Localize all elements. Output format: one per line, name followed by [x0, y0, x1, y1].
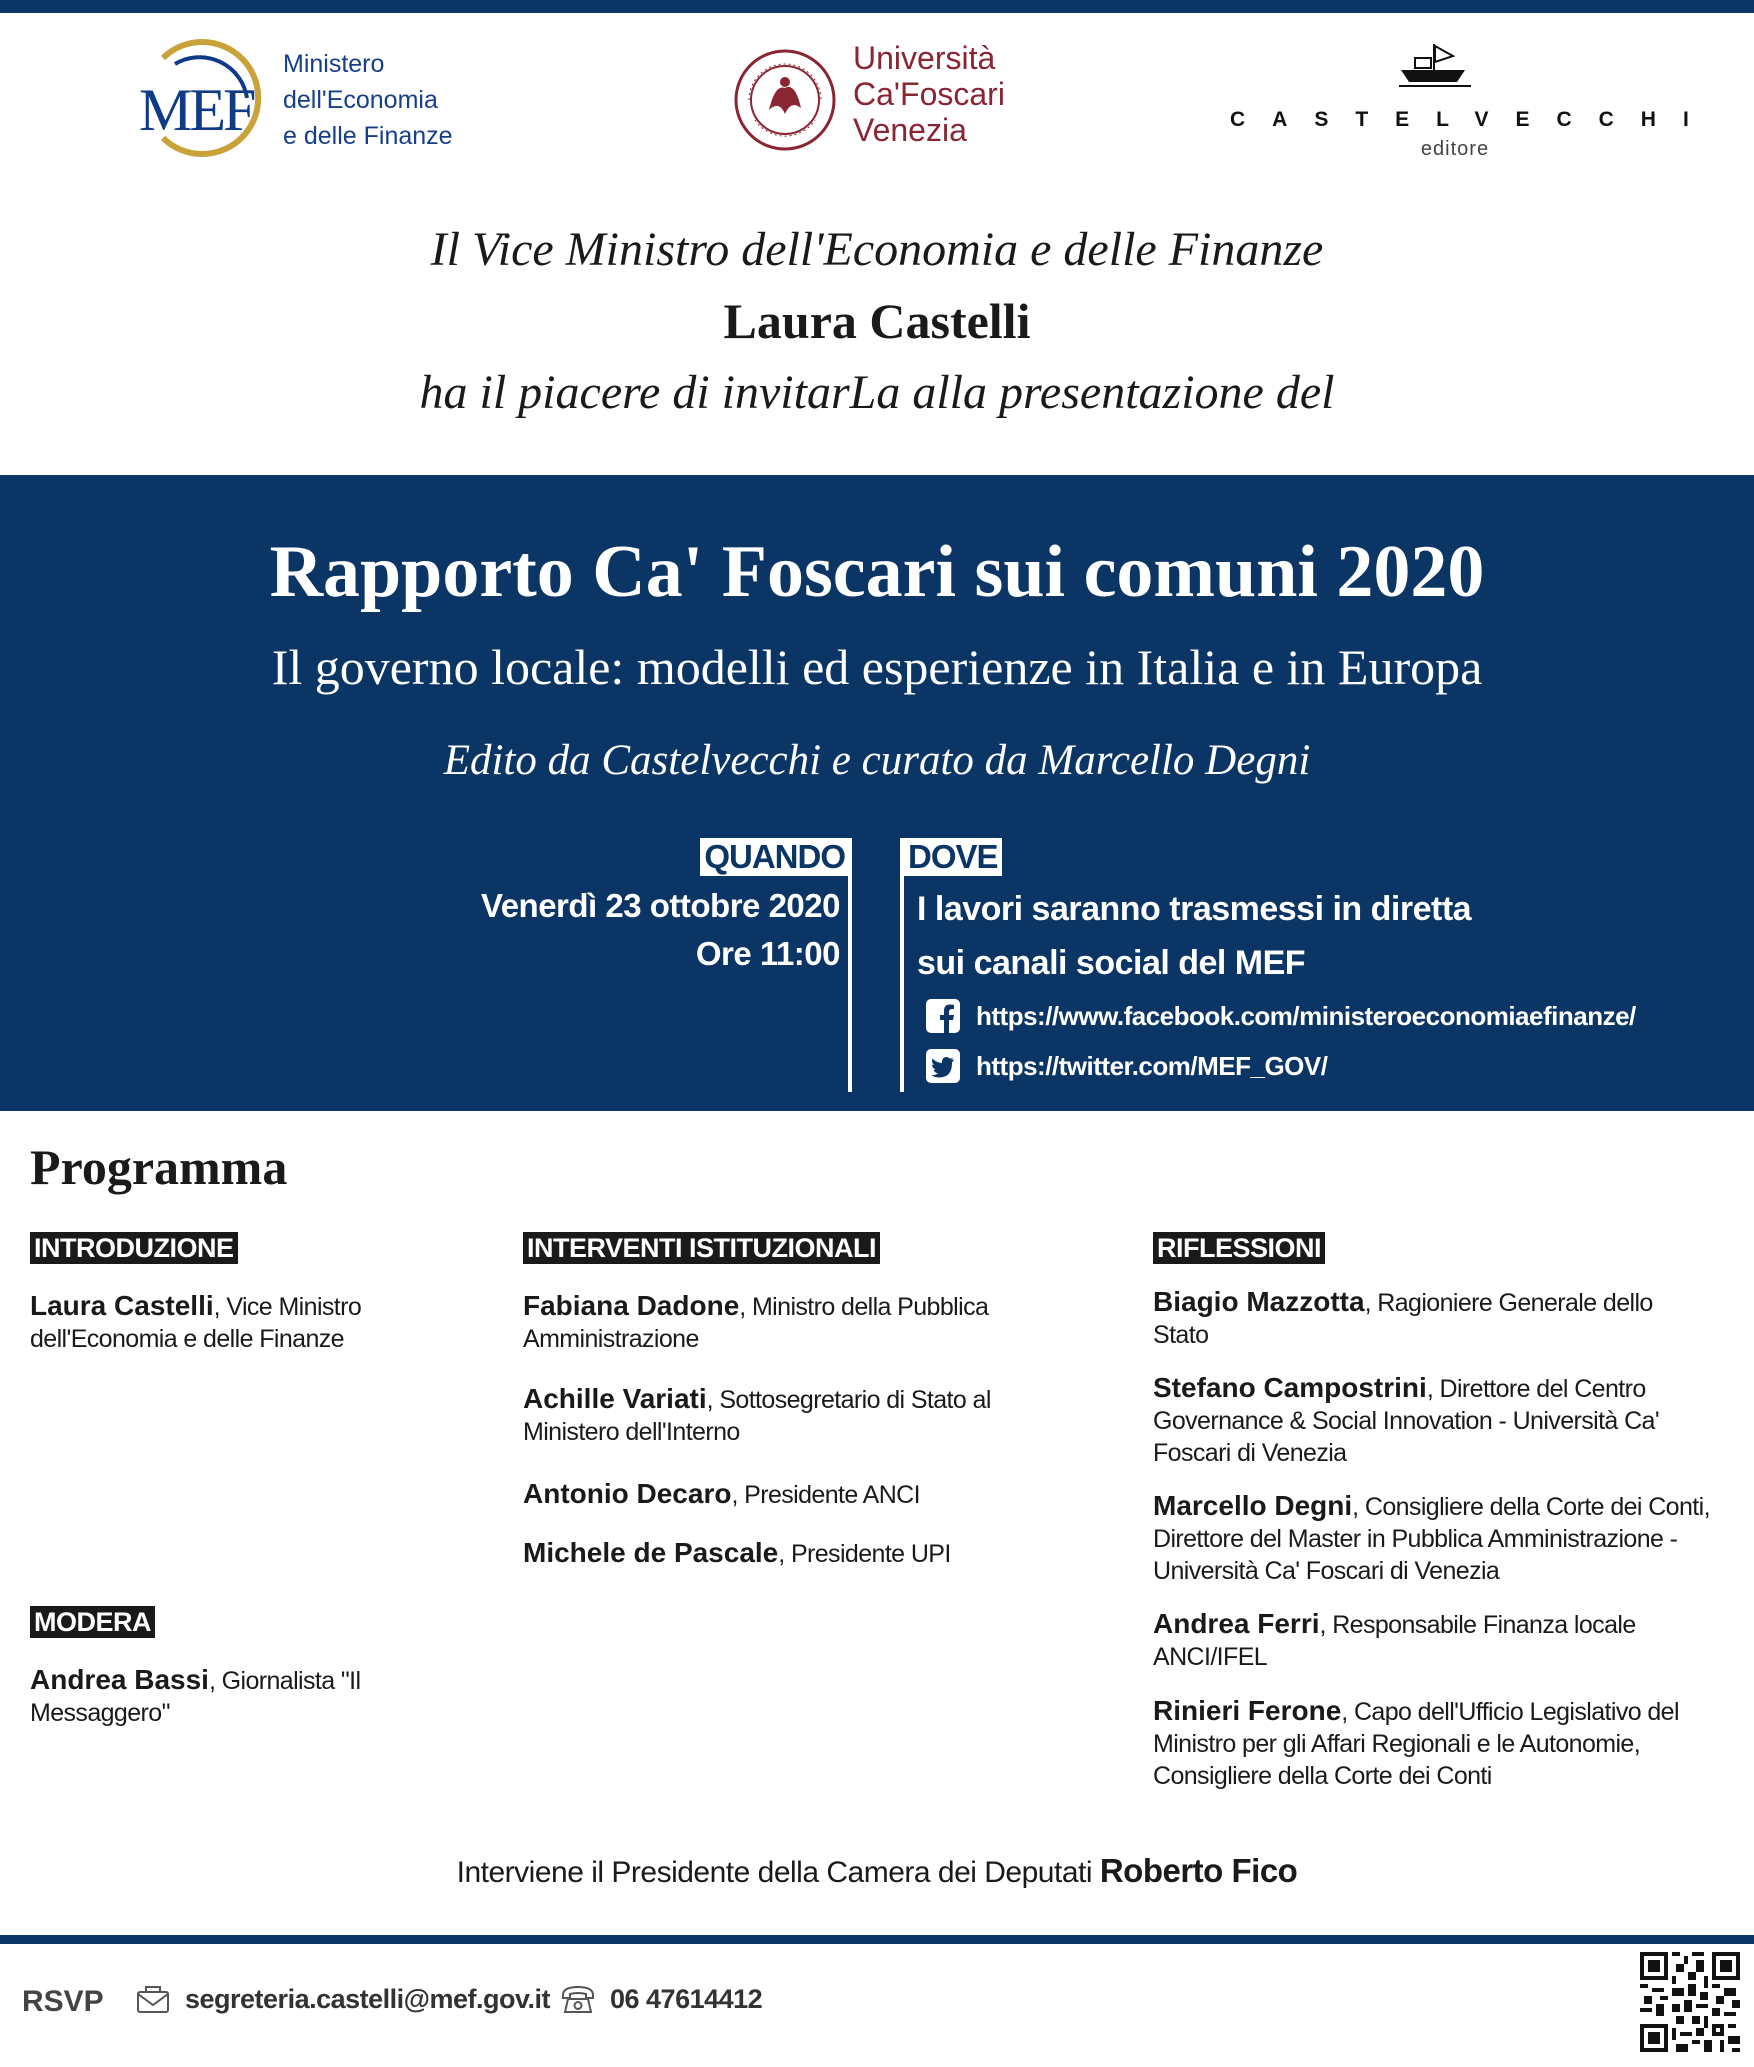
closing-text: Interviene il Presidente della Camera dei Deputati	[456, 1856, 1100, 1889]
speaker-name: Biagio Mazzotta	[1153, 1286, 1365, 1317]
facebook-url[interactable]: https://www.facebook.com/ministeroeconomiaefinanze/	[976, 1000, 1636, 1031]
speaker-item	[1153, 1695, 1733, 1792]
section-label-riflessioni: RIFLESSIONI	[1153, 1232, 1325, 1264]
divider-when	[848, 838, 852, 1092]
ca-foscari-logo-line: Università	[853, 40, 996, 76]
speaker-name: Achille Variati	[523, 1383, 707, 1414]
speaker-item	[523, 1478, 1083, 1511]
rsvp-label: RSVP	[22, 1985, 104, 2018]
invitation-line-1: Il Vice Ministro dell'Economia e delle Finanze	[430, 223, 1324, 276]
speaker-role: , Ragioniere Generale dello Stato	[1153, 1289, 1653, 1349]
contact-phone[interactable]	[560, 1983, 762, 2015]
envelope-icon	[135, 1983, 171, 2015]
speaker-role: , Sottosegretario di Stato al Ministero dell'Interno	[523, 1386, 991, 1446]
speaker-item	[523, 1537, 1083, 1570]
invitation-line-3: ha il piacere di invitarLa alla presentazione del	[419, 366, 1335, 419]
speaker-role: , Responsabile Finanza locale ANCI/IFEL	[1153, 1611, 1636, 1671]
event-edited-by: Edito da Castelvecchi e curato da Marcello Degni	[443, 737, 1311, 784]
speaker-name: Michele de Pascale	[523, 1537, 779, 1568]
divider-where	[900, 838, 904, 1092]
ca-foscari-logo-text	[853, 40, 1005, 148]
speaker-item	[1153, 1372, 1713, 1469]
ca-foscari-logo-line: Venezia	[853, 112, 967, 148]
speaker-role: , Capo dell'Ufficio Legislativo del Ministro per gli Affari Regionali e le Autonomie, Consigliere della Corte dei Conti	[1153, 1698, 1679, 1790]
speaker-role: , Vice Ministro dell'Economia e delle Finanze	[30, 1293, 362, 1353]
speaker-item	[30, 1664, 410, 1729]
event-date: Venerdì 23 ottobre 2020	[481, 887, 840, 924]
speaker-item	[30, 1290, 470, 1355]
speaker-name: Marcello Degni	[1153, 1490, 1353, 1521]
closing-name: Roberto Fico	[1099, 1852, 1298, 1889]
ship-icon	[1395, 40, 1475, 90]
speaker-role: , Presidente UPI	[778, 1540, 951, 1568]
ca-foscari-logo-line: Ca'Foscari	[853, 76, 1005, 112]
speaker-role: , Consigliere della Corte dei Conti, Direttore del Master in Pubblica Amministrazione - Università Ca' Foscari di Venezia	[1153, 1493, 1710, 1585]
email-address[interactable]: segreteria.castelli@mef.gov.it	[185, 1983, 550, 2014]
bottom-rule	[0, 1935, 1754, 1944]
speaker-item	[523, 1383, 1063, 1448]
where-label: DOVE	[904, 838, 1002, 876]
mef-mark-text: MEF	[139, 77, 254, 143]
programme-title: Programma	[30, 1139, 288, 1195]
phone-number[interactable]: 06 47614412	[610, 1983, 763, 2014]
speaker-name: Antonio Decaro	[523, 1478, 732, 1509]
section-label-introduzione: INTRODUZIONE	[30, 1232, 238, 1264]
facebook-icon	[925, 998, 961, 1034]
speaker-name: Laura Castelli	[30, 1290, 214, 1321]
mef-logo-line: dell'Economia	[283, 86, 438, 114]
speaker-role: , Presidente ANCI	[731, 1481, 920, 1509]
castelvecchi-sub: editore	[1420, 138, 1490, 160]
speaker-name: Andrea Ferri	[1153, 1608, 1320, 1639]
section-label-modera: MODERA	[30, 1606, 155, 1638]
contact-email[interactable]	[135, 1983, 550, 2015]
facebook-link[interactable]	[925, 996, 1636, 1036]
speaker-item	[523, 1290, 1063, 1355]
castelvecchi-logo	[1230, 40, 1716, 160]
speaker-name: Andrea Bassi	[30, 1664, 209, 1695]
speaker-role: , Ministro della Pubblica Amministrazione	[523, 1293, 989, 1353]
twitter-url[interactable]: https://twitter.com/MEF_GOV/	[976, 1050, 1328, 1081]
ca-foscari-logo	[733, 40, 1033, 160]
qr-code-icon[interactable]	[1640, 1952, 1740, 2052]
speaker-item	[1153, 1490, 1713, 1587]
closing-note	[0, 1852, 1754, 1890]
where-line-2: sui canali social del MEF	[917, 944, 1306, 982]
speaker-name: Fabiana Dadone	[523, 1290, 740, 1321]
mef-logo-line: e delle Finanze	[283, 122, 453, 150]
speaker-item	[1153, 1286, 1713, 1351]
speaker-role: , Direttore del Centro Governance & Social Innovation - Università Ca' Foscari di Venezia	[1153, 1375, 1660, 1467]
section-label-interventi: INTERVENTI ISTITUZIONALI	[523, 1232, 880, 1264]
mef-logo	[135, 38, 475, 158]
when-label: QUANDO	[700, 838, 849, 876]
phone-icon	[560, 1983, 596, 2015]
ca-foscari-seal-icon	[733, 48, 837, 152]
castelvecchi-name: CASTELVECCHI	[1230, 108, 1716, 131]
invitation-host-name: Laura Castelli	[723, 293, 1031, 349]
twitter-icon	[925, 1048, 961, 1084]
mef-logo-line: Ministero	[283, 50, 385, 78]
speaker-item	[1153, 1608, 1693, 1673]
mef-logo-text	[283, 46, 453, 154]
twitter-link[interactable]	[925, 1046, 1327, 1086]
where-line-1: I lavori saranno trasmessi in diretta	[917, 890, 1472, 928]
event-time: Ore 11:00	[695, 935, 840, 972]
top-bar	[0, 0, 1754, 13]
speaker-role: , Giornalista "Il Messaggero"	[30, 1667, 361, 1727]
event-title: Rapporto Ca' Foscari sui comuni 2020	[269, 531, 1485, 613]
speaker-name: Stefano Campostrini	[1153, 1372, 1427, 1403]
event-subtitle: Il governo locale: modelli ed esperienze in Italia e in Europa	[271, 639, 1483, 695]
speaker-name: Rinieri Ferone	[1153, 1695, 1342, 1726]
